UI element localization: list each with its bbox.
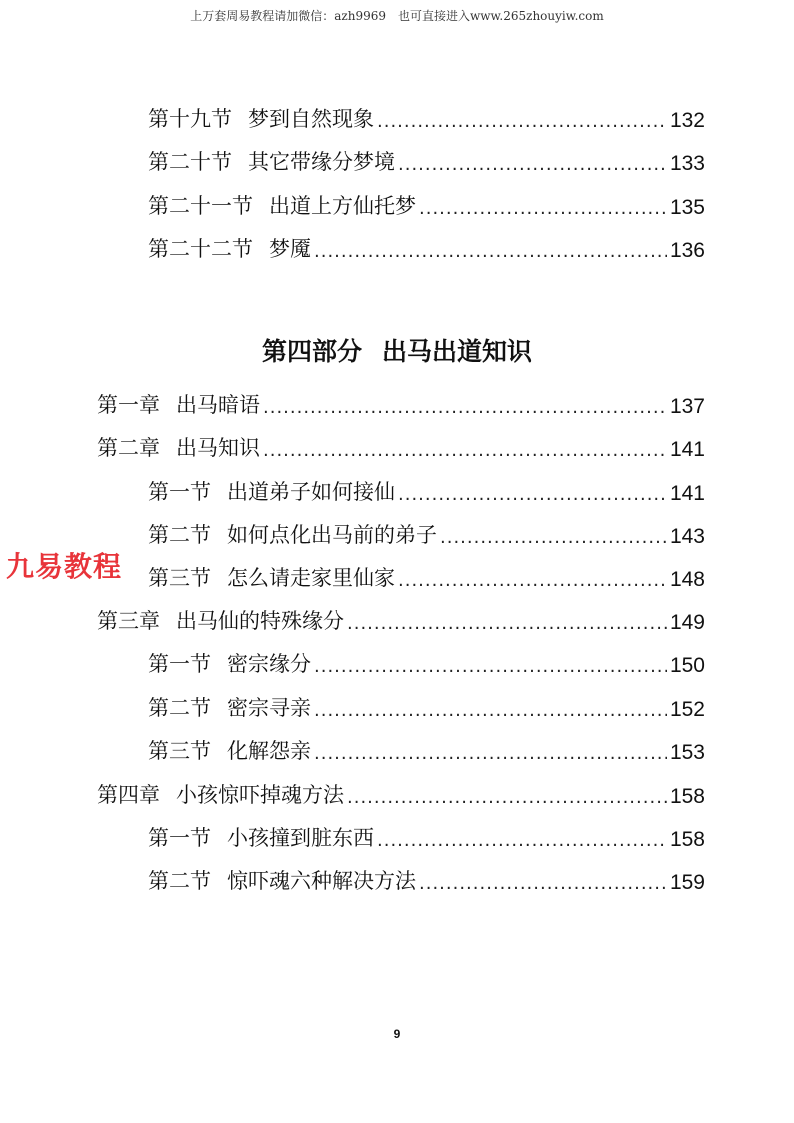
entry-page-number: 136 — [669, 239, 705, 262]
part-name: 出马出道知识 — [382, 337, 533, 366]
part-title — [0, 332, 794, 368]
toc-entry[interactable] — [148, 822, 705, 852]
entry-title: 小孩惊吓掉魂方法 — [176, 783, 344, 807]
entry-chapter: 第十九节 — [148, 107, 232, 131]
entry-title: 出马知识 — [176, 436, 260, 460]
dot-leader — [314, 700, 667, 722]
toc-entry[interactable] — [148, 865, 705, 895]
entry-page-number: 132 — [669, 109, 705, 132]
entry-chapter: 第一节 — [148, 480, 211, 504]
entry-title: 出马暗语 — [176, 393, 260, 417]
entry-chapter: 第二十二节 — [148, 237, 253, 261]
entry-title: 如何点化出马前的弟子 — [227, 523, 437, 547]
dot-leader — [314, 241, 667, 263]
header-note: 上万套周易教程请加微信：azh9969 也可直接进入www.265zhouyiw.com — [190, 9, 604, 23]
entry-title: 出道弟子如何接仙 — [227, 480, 395, 504]
toc-entry[interactable] — [148, 692, 705, 722]
dot-leader — [377, 111, 667, 133]
dot-leader — [263, 397, 667, 419]
toc-entry[interactable] — [148, 519, 705, 549]
page-number: 9 — [393, 1027, 401, 1041]
toc-entry[interactable] — [148, 735, 705, 765]
entry-chapter: 第三章 — [97, 609, 160, 633]
toc-entry[interactable] — [148, 103, 705, 133]
entry-page-number: 143 — [669, 525, 705, 548]
toc-entry[interactable] — [148, 233, 705, 263]
entry-title: 怎么请走家里仙家 — [227, 566, 395, 590]
entry-title: 化解怨亲 — [227, 739, 311, 763]
dot-leader — [347, 787, 667, 809]
entry-page-number: 149 — [669, 611, 705, 634]
entry-chapter: 第一章 — [97, 393, 160, 417]
entry-page-number: 148 — [669, 568, 705, 591]
entry-chapter: 第三节 — [148, 739, 211, 763]
entry-title: 梦到自然现象 — [248, 107, 374, 131]
entry-title: 出道上方仙托梦 — [269, 194, 416, 218]
entry-chapter: 第三节 — [148, 566, 211, 590]
entry-page-number: 133 — [669, 152, 705, 175]
entry-page-number: 158 — [669, 828, 705, 851]
dot-leader — [347, 613, 667, 635]
toc-entry[interactable] — [97, 432, 705, 462]
toc-entry[interactable] — [97, 605, 705, 635]
dot-leader — [314, 656, 667, 678]
dot-leader — [377, 830, 667, 852]
toc-entry[interactable] — [148, 648, 705, 678]
dot-leader — [419, 873, 667, 895]
toc-entry[interactable] — [148, 190, 705, 220]
entry-page-number: 135 — [669, 196, 705, 219]
dot-leader — [398, 154, 667, 176]
entry-title: 小孩撞到脏东西 — [227, 826, 374, 850]
entry-page-number: 153 — [669, 741, 705, 764]
entry-chapter: 第四章 — [97, 783, 160, 807]
entry-chapter: 第一节 — [148, 826, 211, 850]
dot-leader — [263, 440, 667, 462]
toc-entry[interactable] — [97, 389, 705, 419]
entry-title: 出马仙的特殊缘分 — [176, 609, 344, 633]
watermark: 九易教程 — [6, 550, 123, 583]
entry-page-number: 141 — [669, 438, 705, 461]
toc-entry[interactable] — [148, 562, 705, 592]
entry-page-number: 141 — [669, 482, 705, 505]
toc-entry[interactable] — [97, 779, 705, 809]
entry-chapter: 第二章 — [97, 436, 160, 460]
dot-leader — [398, 570, 667, 592]
entry-title: 梦魇 — [269, 237, 311, 261]
entry-title: 密宗寻亲 — [227, 696, 311, 720]
dot-leader — [314, 743, 667, 765]
toc-entry[interactable] — [148, 476, 705, 506]
dot-leader — [398, 484, 667, 506]
entry-chapter: 第二十一节 — [148, 194, 253, 218]
entry-page-number: 159 — [669, 871, 705, 894]
entry-chapter: 第二节 — [148, 696, 211, 720]
part-number: 第四部分 — [261, 337, 362, 366]
dot-leader — [440, 527, 667, 549]
entry-page-number: 152 — [669, 698, 705, 721]
entry-title: 惊吓魂六种解决方法 — [227, 869, 416, 893]
entry-page-number: 137 — [669, 395, 705, 418]
entry-chapter: 第二十节 — [148, 150, 232, 174]
dot-leader — [419, 198, 667, 220]
entry-page-number: 150 — [669, 654, 705, 677]
entry-page-number: 158 — [669, 785, 705, 808]
entry-title: 其它带缘分梦境 — [248, 150, 395, 174]
entry-chapter: 第二节 — [148, 523, 211, 547]
entry-chapter: 第一节 — [148, 652, 211, 676]
entry-chapter: 第二节 — [148, 869, 211, 893]
toc-entry[interactable] — [148, 146, 705, 176]
entry-title: 密宗缘分 — [227, 652, 311, 676]
